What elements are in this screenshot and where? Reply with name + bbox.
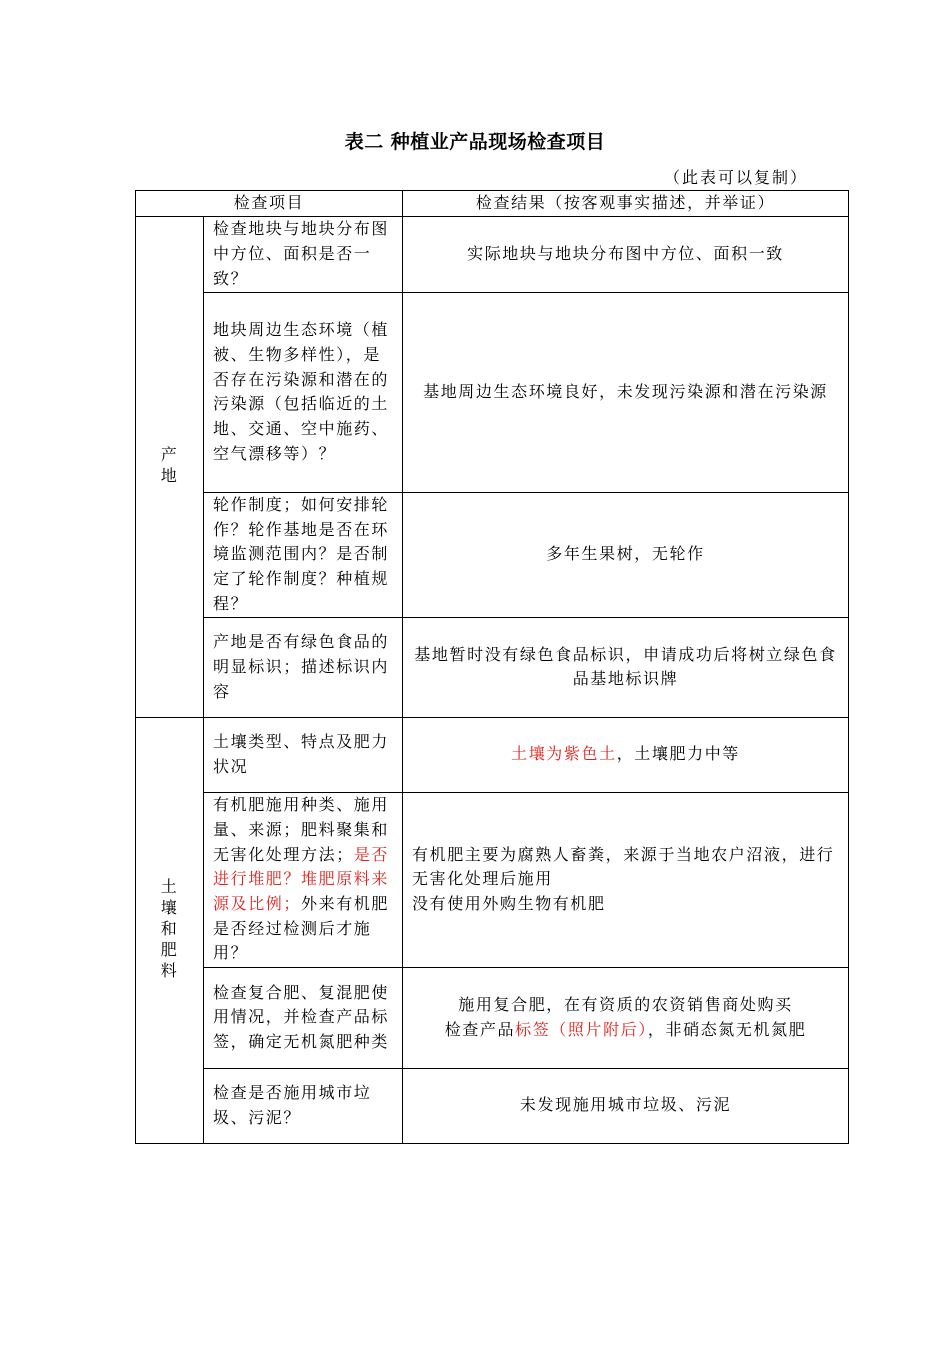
check-result <box>403 792 849 967</box>
result-text: ，非硝态氮无机氮肥 <box>647 1019 807 1039</box>
result-text: ，土壤肥力中等 <box>616 744 740 764</box>
page-title: 表二 种植业产品现场检查项目 <box>344 131 606 153</box>
check-result: 基地周边生态环境良好，未发现污染源和潜在污染源 <box>403 292 849 492</box>
copy-note: （此表可以复制） <box>663 168 808 187</box>
highlight-text: 标签（照片附后） <box>515 1019 648 1039</box>
check-result: 多年生果树，无轮作 <box>403 492 849 617</box>
result-line: 没有使用外购生物有机肥 <box>412 894 606 914</box>
check-result: 基地暂时没有绿色食品标识，申请成功后将树立绿色食品基地标识牌 <box>403 617 849 717</box>
table-row <box>136 617 849 717</box>
highlight-text: 是否进行堆肥？堆肥原料来源及比例； <box>213 844 390 914</box>
inspection-table <box>135 190 849 1144</box>
table-row <box>136 1068 849 1143</box>
category-origin <box>136 216 204 717</box>
check-result <box>403 717 849 792</box>
check-item: 地块周边生态环境（植被、生物多样性），是否存在污染源和潜在的污染源（包括临近的土地、交通、空中施药、空气漂移等）？ <box>204 292 403 492</box>
table-row <box>136 492 849 617</box>
header-check-result: 检查结果（按客观事实描述，并举证） <box>403 191 849 217</box>
check-item: 检查复合肥、复混肥使用情况，并检查产品标签，确定无机氮肥种类 <box>204 967 403 1068</box>
highlight-text: 土壤为紫色土 <box>511 744 617 764</box>
category-label: 土壤和肥料 <box>160 877 179 981</box>
table-row <box>136 717 849 792</box>
check-item: 检查地块与地块分布图中方位、面积是否一致？ <box>204 216 403 292</box>
table-row <box>136 292 849 492</box>
category-label: 产地 <box>160 445 179 486</box>
check-item: 土壤类型、特点及肥力状况 <box>204 717 403 792</box>
check-result: 实际地块与地块分布图中方位、面积一致 <box>403 216 849 292</box>
table-header-row <box>136 191 849 217</box>
table-row <box>136 216 849 292</box>
result-text: 检查产品 <box>444 1019 516 1039</box>
result-line <box>412 1018 839 1043</box>
check-item: 检查是否施用城市垃圾、污泥？ <box>204 1068 403 1143</box>
check-result <box>403 967 849 1068</box>
check-result: 未发现施用城市垃圾、污泥 <box>403 1068 849 1143</box>
check-item <box>204 792 403 967</box>
table-row <box>136 967 849 1068</box>
item-text: 外来有机肥是否经过检测后才施用？ <box>213 894 390 963</box>
item-text: 有机肥施用种类、施用量、来源；肥料聚集和无害化处理方法； <box>213 795 390 864</box>
result-line: 有机肥主要为腐熟人畜粪，来源于当地农户沼液，进行无害化处理后施用 <box>412 844 835 889</box>
check-item: 轮作制度；如何安排轮作？轮作基地是否在环境监测范围内？是否制定了轮作制度？种植规程？ <box>204 492 403 617</box>
result-line: 施用复合肥，在有资质的农资销售商处购买 <box>458 995 793 1014</box>
check-item: 产地是否有绿色食品的明显标识；描述标识内容 <box>204 617 403 717</box>
table-row <box>136 792 849 967</box>
category-soil-fertilizer <box>136 717 204 1143</box>
header-check-item: 检查项目 <box>136 191 403 217</box>
